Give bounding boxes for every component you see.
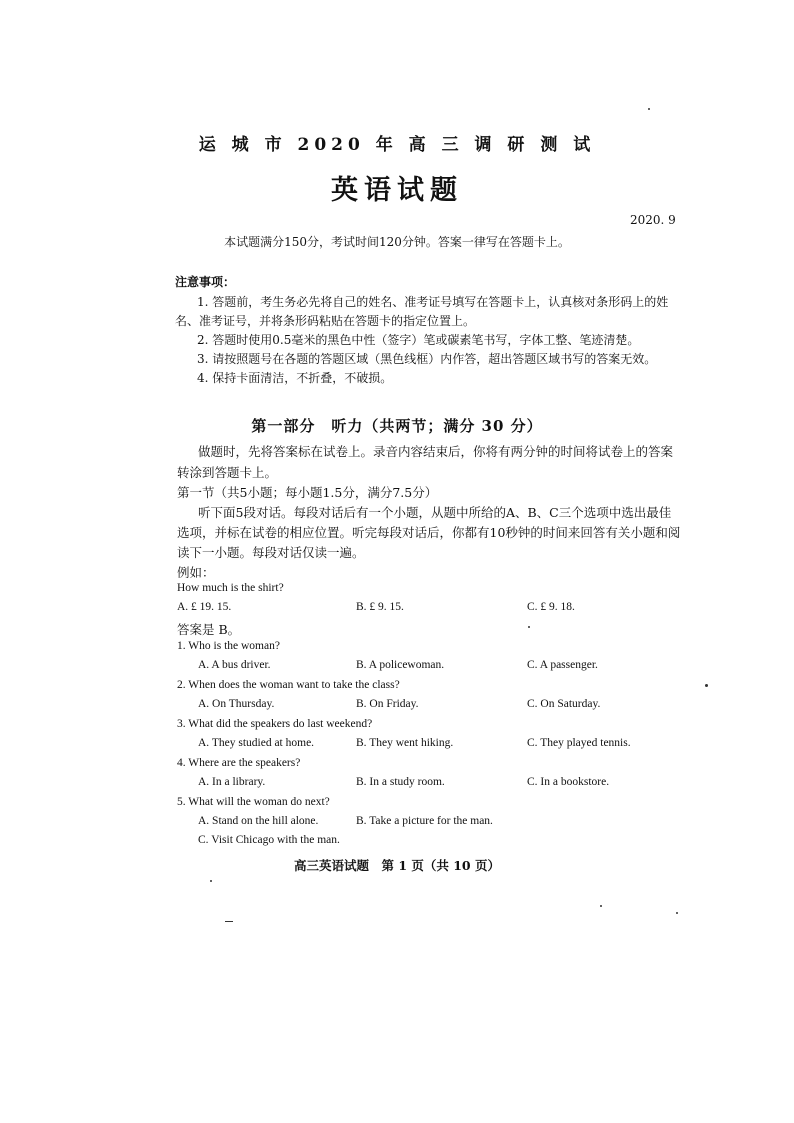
scan-speck bbox=[528, 626, 530, 628]
instruction-text: 读下一小题。每段对话仅读一遍。 bbox=[177, 545, 365, 560]
note-item: 4. 保持卡面清洁，不折叠，不破损。 bbox=[197, 371, 393, 385]
question-2-option-b: B. On Friday. bbox=[356, 698, 419, 710]
example-question: How much is the shirt? bbox=[177, 582, 284, 594]
question-3-option-c: C. They played tennis. bbox=[527, 737, 631, 749]
notes-heading: 注意事项： bbox=[175, 275, 236, 289]
scan-speck bbox=[676, 912, 678, 914]
question-3-option-a: A. They studied at home. bbox=[198, 737, 315, 749]
example-option-a: A. £ 19. 15. bbox=[177, 601, 232, 613]
question-4-option-c: C. In a bookstore. bbox=[527, 776, 610, 788]
exam-info: 本试题满分150分，考试时间120分钟。答案一律写在答题卡上。 bbox=[224, 235, 570, 249]
question-1: 1. Who is the woman? bbox=[177, 640, 280, 652]
question-2: 2. When does the woman want to take the class? bbox=[177, 679, 400, 691]
example-option-b: B. £ 9. 15. bbox=[356, 601, 404, 613]
intro-text: 转涂到答题卡上。 bbox=[177, 465, 278, 480]
question-5-option-a: A. Stand on the hill alone. bbox=[198, 815, 319, 827]
scan-speck bbox=[600, 905, 602, 907]
example-answer: 答案是 B。 bbox=[177, 622, 241, 637]
instruction-text: 选项，并标在试卷的相应位置。听完每段对话后，你都有10秒钟的时间来回答有关小题和阅 bbox=[177, 525, 681, 540]
scan-speck bbox=[705, 684, 708, 687]
question-2-option-a: A. On Thursday. bbox=[198, 698, 275, 710]
question-1-option-a: A. A bus driver. bbox=[198, 659, 271, 671]
scan-speck bbox=[210, 880, 212, 882]
section-heading: 第一节（共5小题；每小题1.5分，满分7.5分） bbox=[177, 485, 438, 500]
question-4-option-b: B. In a study room. bbox=[356, 776, 445, 788]
question-2-option-c: C. On Saturday. bbox=[527, 698, 601, 710]
part1-title: 第一部分 听力（共两节；满分 30 分） bbox=[251, 417, 543, 435]
question-4: 4. Where are the speakers? bbox=[177, 757, 301, 769]
instruction-text: 听下面5段对话。每段对话后有一个小题，从题中所给的A、B、C三个选项中选出最佳 bbox=[198, 505, 672, 520]
question-3: 3. What did the speakers do last weekend? bbox=[177, 718, 373, 730]
subject-title: 英语试题 bbox=[331, 175, 463, 206]
note-item: 3. 请按照题号在各题的答题区域（黑色线框）内作答，超出答题区域书写的答案无效。 bbox=[197, 352, 657, 366]
page-footer: 高三英语试题 第 1 页（共 10 页） bbox=[293, 858, 500, 873]
example-option-c: C. £ 9. 18. bbox=[527, 601, 575, 613]
note-item: 2. 答题时使用0.5毫米的黑色中性（签字）笔或碳素笔书写，字体工整、笔迹清楚。 bbox=[197, 333, 640, 347]
question-1-option-c: C. A passenger. bbox=[527, 659, 598, 671]
question-5-option-c: C. Visit Chicago with the man. bbox=[198, 834, 340, 846]
question-4-option-a: A. In a library. bbox=[198, 776, 266, 788]
question-5: 5. What will the woman do next? bbox=[177, 796, 330, 808]
intro-text: 做题时，先将答案标在试卷上。录音内容结束后，你将有两分钟的时间将试卷上的答案 bbox=[198, 444, 674, 459]
note-item: 名、准考证号，并将条形码粘贴在答题卡的指定位置上。 bbox=[175, 314, 476, 328]
question-5-option-b: B. Take a picture for the man. bbox=[356, 815, 493, 827]
question-1-option-b: B. A policewoman. bbox=[356, 659, 445, 671]
question-3-option-b: B. They went hiking. bbox=[356, 737, 454, 749]
exam-date: 2020. 9 bbox=[630, 213, 676, 227]
scan-speck bbox=[225, 921, 233, 922]
scan-speck bbox=[648, 108, 650, 110]
example-label: 例如： bbox=[177, 565, 215, 580]
note-item: 1. 答题前，考生务必先将自己的姓名、准考证号填写在答题卡上，认真核对条形码上的姓 bbox=[197, 295, 669, 309]
exam-title: 运 城 市 2020 年 高 三 调 研 测 试 bbox=[198, 135, 596, 155]
